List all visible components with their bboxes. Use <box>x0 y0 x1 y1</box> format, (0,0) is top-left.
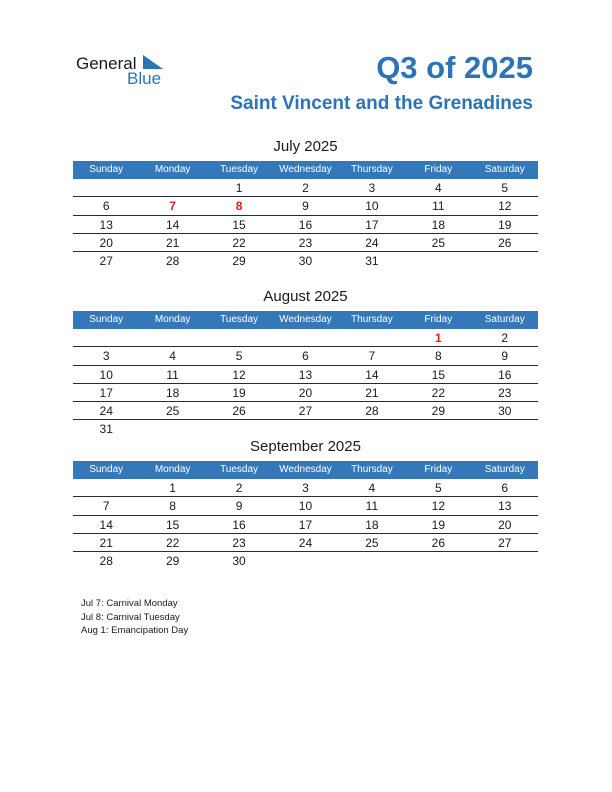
day-cell: 17 <box>365 217 379 232</box>
day-cell: 10 <box>99 367 113 382</box>
month-calendar <box>73 136 538 269</box>
day-cell: 29 <box>165 554 180 569</box>
day-cell: 25 <box>365 535 379 550</box>
weekday-label: Saturday <box>484 464 525 475</box>
day-cell: 7 <box>102 499 110 514</box>
day-cell: 5 <box>235 349 243 364</box>
day-cell: 8 <box>169 499 176 514</box>
day-cell: 30 <box>232 554 246 569</box>
logo <box>76 52 186 92</box>
day-cell: 23 <box>498 385 512 400</box>
weekday-label: Friday <box>424 164 453 175</box>
day-cell: 25 <box>431 235 445 250</box>
week-row <box>73 197 538 215</box>
day-cell <box>405 552 471 569</box>
day-cell: 19 <box>431 517 445 532</box>
day-cell: 21 <box>365 385 379 400</box>
weekday-label: Tuesday <box>220 314 259 325</box>
day-cell <box>73 179 139 196</box>
day-cell: 2 <box>235 481 243 495</box>
weekday-label: Saturday <box>484 314 525 325</box>
weekday-label: Thursday <box>351 314 393 325</box>
day-cell: 27 <box>99 254 113 269</box>
day-cell: 19 <box>232 385 246 400</box>
month-title: July 2025 <box>273 138 338 155</box>
day-cell: 19 <box>498 217 512 232</box>
day-cell: 3 <box>302 481 309 495</box>
month-title: August 2025 <box>263 288 348 305</box>
day-cell: 28 <box>365 404 379 419</box>
logo-flag-icon <box>143 55 163 69</box>
day-cell: 14 <box>165 217 180 232</box>
week-row <box>73 479 538 497</box>
day-cell: 21 <box>165 235 180 250</box>
day-cell: 4 <box>434 181 442 195</box>
day-cell: 13 <box>498 499 512 514</box>
day-cell <box>472 252 538 269</box>
day-cell: 1 <box>169 481 176 495</box>
day-cell <box>339 329 405 346</box>
day-cell: 30 <box>498 404 512 419</box>
day-cell: 18 <box>431 217 445 232</box>
day-cell: 13 <box>298 367 313 382</box>
day-cell <box>73 329 139 346</box>
day-cell: 3 <box>368 181 376 195</box>
day-cell: 20 <box>298 385 313 400</box>
day-cell: 26 <box>431 535 445 550</box>
day-cell: 24 <box>298 535 313 550</box>
page-title: Q3 of 2025 <box>376 50 533 85</box>
day-cell: 12 <box>232 367 246 382</box>
day-cell: 20 <box>99 235 113 250</box>
day-cell: 2 <box>302 181 309 195</box>
week-row <box>73 384 538 402</box>
day-cell <box>139 179 205 196</box>
holiday-note: Jul 8: Carnival Tuesday <box>81 611 180 623</box>
day-cell: 9 <box>501 349 509 364</box>
day-cell <box>206 329 272 346</box>
weekday-label: Friday <box>424 314 453 325</box>
day-cell: 17 <box>298 517 313 532</box>
day-cell: 27 <box>298 404 313 419</box>
day-cell: 1 <box>235 181 243 195</box>
weekday-label: Monday <box>154 464 191 475</box>
day-cell: 22 <box>232 235 246 250</box>
week-row <box>73 516 538 534</box>
weekday-label: Wednesday <box>279 464 332 475</box>
day-cell: 15 <box>165 517 180 532</box>
day-cell: 26 <box>232 404 246 419</box>
day-cell: 26 <box>498 235 512 250</box>
day-cell: 8 <box>235 199 243 214</box>
week-row <box>73 402 538 420</box>
holiday-note: Aug 1: Emancipation Day <box>81 625 189 636</box>
day-cell: 5 <box>434 481 442 495</box>
day-cell: 31 <box>365 254 379 269</box>
day-cell: 8 <box>434 349 442 364</box>
day-cell: 2 <box>501 331 509 345</box>
weekday-label: Thursday <box>351 164 393 175</box>
week-row <box>73 216 538 234</box>
week-row <box>73 329 538 347</box>
day-cell: 10 <box>298 499 313 514</box>
day-cell: 4 <box>169 349 176 364</box>
day-cell: 15 <box>431 367 445 382</box>
week-row <box>73 347 538 365</box>
day-cell: 18 <box>365 517 379 532</box>
day-cell: 16 <box>298 217 313 232</box>
day-cell <box>472 552 538 569</box>
day-cell: 31 <box>99 422 113 437</box>
weekday-label: Friday <box>424 464 453 475</box>
day-cell: 30 <box>298 254 313 269</box>
day-cell: 22 <box>165 535 180 550</box>
day-cell: 22 <box>431 385 445 400</box>
day-cell: 6 <box>102 199 110 214</box>
day-cell: 17 <box>99 385 113 400</box>
day-cell: 3 <box>102 349 110 364</box>
month-title: September 2025 <box>250 438 361 455</box>
day-cell: 25 <box>165 404 180 419</box>
day-cell: 23 <box>298 235 313 250</box>
week-row <box>73 366 538 384</box>
week-row <box>73 552 538 569</box>
weekday-label: Thursday <box>351 464 393 475</box>
holiday-notes <box>81 597 188 638</box>
day-cell: 9 <box>235 499 243 514</box>
day-cell: 7 <box>368 349 376 364</box>
day-cell: 10 <box>365 199 379 214</box>
day-cell: 7 <box>169 199 176 214</box>
weekday-header <box>73 161 538 179</box>
week-row <box>73 234 538 252</box>
day-cell: 23 <box>232 535 246 550</box>
day-cell: 29 <box>431 404 445 419</box>
week-row <box>73 252 538 269</box>
day-cell <box>139 329 205 346</box>
day-cell: 6 <box>501 481 509 495</box>
page-subtitle: Saint Vincent and the Grenadines <box>230 93 533 114</box>
day-cell: 12 <box>498 199 512 214</box>
day-cell: 1 <box>434 331 442 345</box>
weekday-label: Sunday <box>89 314 124 325</box>
day-cell: 21 <box>99 535 113 550</box>
day-cell: 4 <box>368 481 376 495</box>
day-cell <box>272 552 338 569</box>
day-cell <box>73 479 139 496</box>
weekday-label: Wednesday <box>279 164 332 175</box>
weekday-header <box>73 461 538 479</box>
day-cell: 16 <box>232 517 246 532</box>
day-cell: 11 <box>166 367 179 382</box>
day-cell: 29 <box>232 254 246 269</box>
day-cell: 15 <box>232 217 246 232</box>
day-cell: 18 <box>165 385 180 400</box>
day-cell: 9 <box>302 199 309 214</box>
day-cell: 11 <box>432 199 445 214</box>
day-cell: 28 <box>165 254 180 269</box>
day-cell: 24 <box>365 235 379 250</box>
day-cell: 16 <box>498 367 512 382</box>
weekday-label: Sunday <box>89 164 124 175</box>
day-cell: 5 <box>501 181 509 195</box>
day-cell: 6 <box>302 349 309 364</box>
week-row <box>73 179 538 197</box>
day-cell: 20 <box>498 517 512 532</box>
week-row <box>73 534 538 552</box>
day-cell <box>339 552 405 569</box>
weekday-label: Wednesday <box>279 314 332 325</box>
day-cell: 13 <box>99 217 113 232</box>
day-cell: 11 <box>365 499 379 514</box>
day-cell: 27 <box>498 535 512 550</box>
logo-general-text: General <box>76 54 137 73</box>
month-calendar <box>73 436 538 569</box>
holiday-note: Jul 7: Carnival Monday <box>81 598 178 609</box>
day-cell: 24 <box>99 404 113 419</box>
day-cell: 14 <box>365 367 379 382</box>
month-calendar <box>73 286 538 438</box>
weekday-label: Sunday <box>89 464 124 475</box>
logo-blue-text: Blue <box>127 69 162 88</box>
weekday-label: Tuesday <box>220 164 259 175</box>
day-cell: 14 <box>99 517 113 532</box>
weekday-label: Monday <box>154 314 191 325</box>
weekday-header <box>73 311 538 329</box>
day-cell <box>405 252 471 269</box>
day-cell <box>272 329 338 346</box>
weekday-label: Tuesday <box>220 464 259 475</box>
day-cell: 12 <box>431 499 445 514</box>
weekday-label: Monday <box>154 164 191 175</box>
day-cell: 28 <box>99 554 113 569</box>
week-row <box>73 497 538 515</box>
weekday-label: Saturday <box>484 164 525 175</box>
